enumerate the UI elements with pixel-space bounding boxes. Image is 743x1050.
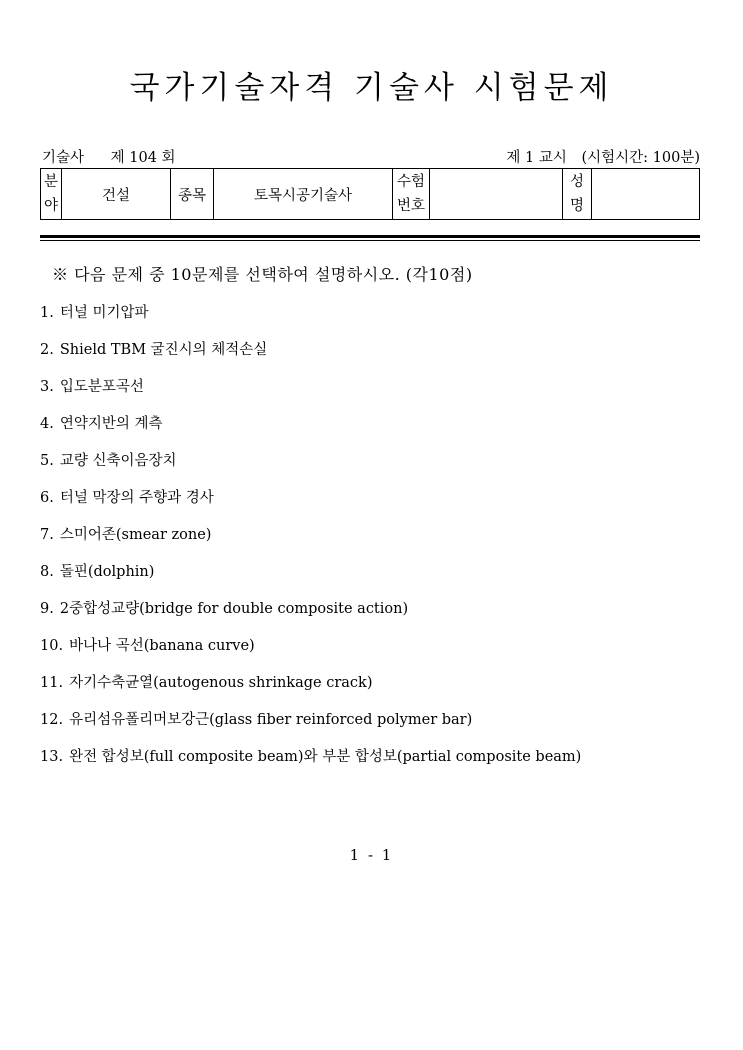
exam-no-label-line-1: 수험 [396, 174, 425, 190]
question-text: 2중합성교량(bridge for double composite action) [59, 601, 409, 617]
question-text: 완전 합성보(full composite beam)와 부분 합성보(partial composite beam) [69, 749, 582, 765]
question-item [40, 559, 720, 596]
question-number: 10. [40, 638, 64, 654]
item-value-cell: 토목시공기술사 [214, 169, 393, 220]
question-number: 2. [40, 342, 54, 358]
question-item [40, 485, 720, 522]
field-label-line-1: 분 [43, 174, 58, 190]
exam-info-row [41, 169, 700, 220]
question-item [40, 300, 720, 337]
exam-meta-right [506, 146, 700, 167]
question-number: 6. [40, 490, 54, 506]
question-text: 교량 신축이음장치 [59, 453, 177, 469]
field-label-line-2: 야 [43, 198, 58, 214]
exam-meta-left [42, 146, 176, 167]
exam-no-label-cell [393, 169, 430, 220]
question-item [40, 411, 720, 448]
exam-meta-row [40, 146, 700, 166]
question-item [40, 633, 720, 670]
question-text: 터널 미기압파 [59, 305, 149, 321]
question-list [40, 300, 720, 781]
question-text: Shield TBM 굴진시의 체적손실 [59, 342, 268, 358]
field-value-cell: 건설 [62, 169, 171, 220]
item-label-cell: 종목 [171, 169, 214, 220]
question-number: 13. [40, 749, 64, 765]
question-item [40, 374, 720, 411]
question-item [40, 522, 720, 559]
question-text: 바나나 곡선(banana curve) [69, 638, 255, 654]
exam-round: 제 104 회 [110, 150, 176, 166]
question-item [40, 670, 720, 707]
exam-info-table [40, 168, 700, 220]
name-label-line-2: 명 [569, 198, 584, 214]
name-value-cell[interactable] [592, 169, 700, 220]
question-text: 스미어존(smear zone) [59, 527, 212, 543]
question-text: 입도분포곡선 [59, 379, 144, 395]
question-text: 돌핀(dolphin) [59, 564, 155, 580]
instruction-text: ※ 다음 문제 중 10문제를 선택하여 설명하시오. (각10점) [52, 265, 473, 284]
question-text: 터널 막장의 주향과 경사 [59, 490, 214, 506]
question-number: 7. [40, 527, 54, 543]
exam-no-value-cell[interactable] [430, 169, 563, 220]
question-number: 8. [40, 564, 54, 580]
question-text: 연약지반의 계측 [59, 416, 163, 432]
question-item [40, 448, 720, 485]
question-number: 1. [40, 305, 54, 321]
exam-category: 기술사 [42, 150, 85, 166]
question-item [40, 707, 720, 744]
page-number: 1 - 1 [349, 846, 394, 864]
question-text: 유리섬유폴리머보강근(glass fiber reinforced polymer bar) [69, 712, 473, 728]
exam-title: 국가기술자격 기술사 시험문제 [129, 70, 614, 106]
question-number: 5. [40, 453, 54, 469]
question-number: 12. [40, 712, 64, 728]
question-item [40, 744, 720, 781]
exam-time: (시험시간: 100분) [581, 150, 700, 166]
name-label-cell [563, 169, 592, 220]
name-label-line-1: 성 [569, 174, 584, 190]
double-rule-divider [40, 235, 700, 241]
question-item [40, 596, 720, 633]
question-text: 자기수축균열(autogenous shrinkage crack) [69, 675, 373, 691]
question-number: 11. [40, 675, 64, 691]
question-number: 4. [40, 416, 54, 432]
field-label-cell [41, 169, 62, 220]
exam-session: 제 1 교시 [506, 150, 567, 166]
question-number: 9. [40, 601, 54, 617]
question-item [40, 337, 720, 374]
question-number: 3. [40, 379, 54, 395]
exam-no-label-line-2: 번호 [396, 198, 425, 214]
